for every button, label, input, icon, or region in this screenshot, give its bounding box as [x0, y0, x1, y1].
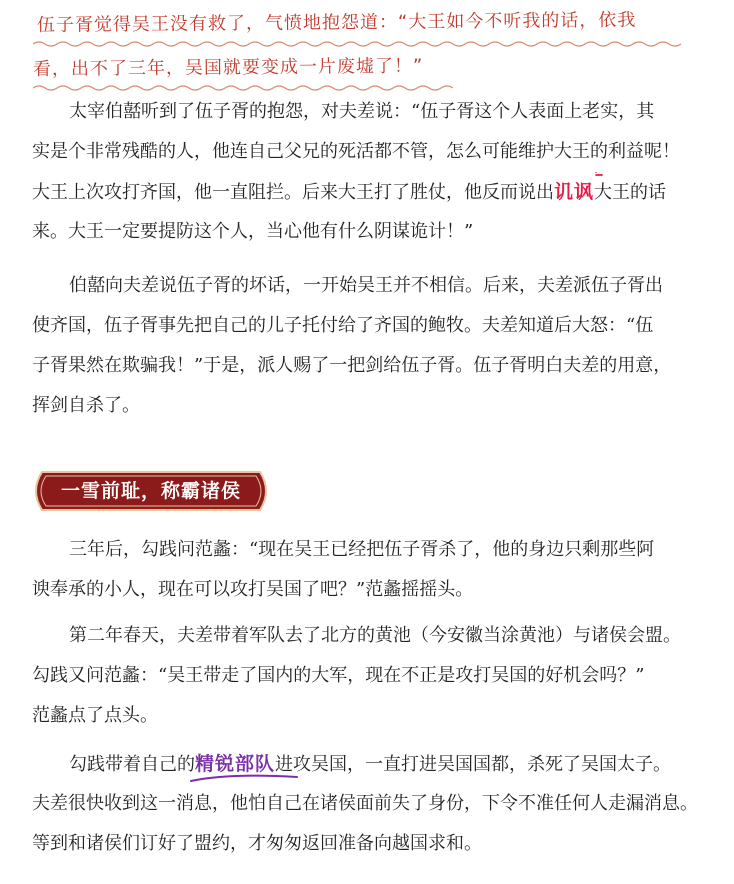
- p1-line-3: [32, 172, 700, 212]
- p1-line-4: 来。大王一定要提防这个人，当心他有什么阴谋诡计！”: [32, 221, 474, 242]
- p1-line-2: 实是个非常残酷的人，他连自己父兄的死活都不管，怎么可能维护大王的利益呢！: [32, 141, 680, 162]
- p5-line-1-a: 勾践带着自己的: [69, 754, 195, 775]
- section-banner: [28, 470, 274, 512]
- p2-line-2: 使齐国，伍子胥事先把自己的儿子托付给了齐国的鲍牧。夫差知道后大怒：“伍: [32, 315, 654, 336]
- p1-line-3-b: 大王的话: [594, 182, 667, 203]
- highlight-word-jifeng: [554, 181, 594, 203]
- p4-line-2: 勾践又问范蠡：“吴王带走了国内的大军，现在不正是攻打吴国的好机会吗？”: [32, 665, 645, 686]
- paragraph-3: [32, 530, 700, 610]
- wavy-underline-1: [33, 40, 683, 48]
- paragraph-5: [32, 744, 700, 864]
- p5-line-3: 等到和诸侯们订好了盟约，才匆匆返回准备向越国求和。: [32, 833, 482, 854]
- quote-line-1: 伍子胥觉得吴王没有救了，气愤地抱怨道：“大王如今不听我的话，依我: [36, 9, 637, 36]
- section-title: 一雪前耻，称霸诸侯: [60, 480, 241, 502]
- p4-line-3: 范蠡点了点头。: [32, 705, 158, 726]
- p4-line-1: 第二年春天，夫差带着军队去了北方的黄池（今安徽当涂黄池）与诸侯会盟。: [69, 625, 681, 646]
- p5-line-1: [32, 744, 700, 784]
- p2-line-1: 伯嚭向夫差说伍子胥的坏话，一开始吴王并不相信。后来，夫差派伍子胥出: [69, 275, 663, 296]
- p5-line-2: 夫差很快收到这一消息，他怕自己在诸侯面前失了身份，下令不准任何人走漏消息。: [32, 793, 698, 814]
- p2-line-3: 子胥果然在欺骗我！”于是，派人赐了一把剑给伍子胥。伍子胥明白夫差的用意，: [32, 355, 672, 376]
- p1-line-3-a: 大王上次攻打齐国，他一直阻拦。后来大王打了胜仗，他反而说出: [32, 182, 554, 203]
- swoosh-underline: [189, 771, 299, 784]
- highlight-word-jingrui: [195, 753, 275, 775]
- paragraph-2: [32, 266, 700, 426]
- spark-icon: [582, 172, 604, 185]
- p5-line-1-b: 进攻吴国，一直打进吴国国都，杀死了吴国太子。: [275, 754, 672, 775]
- handwritten-quote: [33, 6, 713, 84]
- paragraph-1: [32, 92, 700, 252]
- wavy-underline-2: [33, 84, 453, 92]
- p3-line-2: 谀奉承的小人，现在可以攻打吴国了吧？”范蠡摇摇头。: [32, 579, 474, 600]
- paragraph-4: [32, 616, 700, 736]
- quote-line-2: 看，出不了三年，吴国就要变成一片废墟了！”: [32, 55, 424, 80]
- highlight-word-jifeng-text: 讥讽: [554, 181, 595, 203]
- p3-line-1: 三年后，勾践问范蠡：“现在吴王已经把伍子胥杀了，他的身边只剩那些阿: [69, 539, 655, 560]
- highlight-word-jingrui-text: 精锐部队: [195, 753, 276, 775]
- p2-line-4: 挥剑自杀了。: [32, 395, 140, 416]
- p1-line-1: 太宰伯嚭听到了伍子胥的抱怨，对夫差说：“伍子胥这个人表面上老实，其: [69, 101, 655, 122]
